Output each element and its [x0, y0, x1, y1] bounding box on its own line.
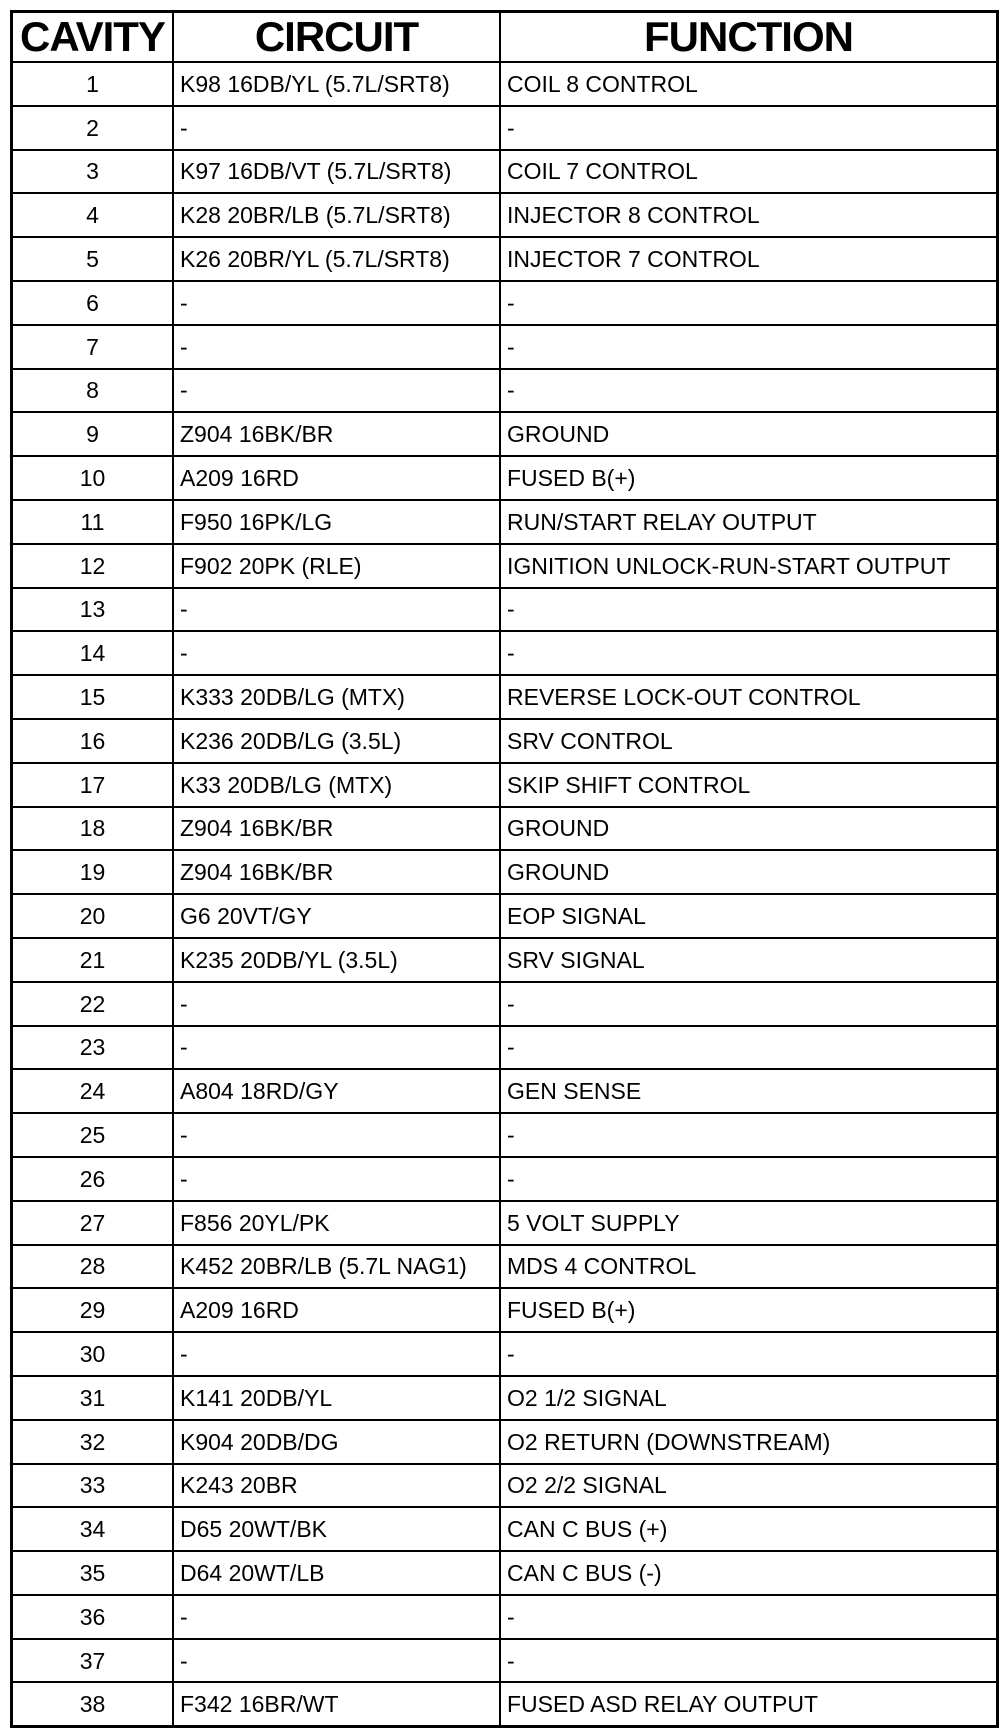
circuit-cell: G6 20VT/GY — [173, 894, 500, 938]
table-row — [13, 1288, 996, 1332]
circuit-cell: K26 20BR/YL (5.7L/SRT8) — [173, 237, 500, 281]
table-header — [13, 13, 996, 62]
table-row — [13, 675, 996, 719]
function-cell: INJECTOR 7 CONTROL — [500, 237, 996, 281]
table-row — [13, 938, 996, 982]
function-cell: - — [500, 1113, 996, 1157]
circuit-cell: D64 20WT/LB — [173, 1551, 500, 1595]
table-row — [13, 412, 996, 456]
cavity-cell: 36 — [13, 1595, 173, 1639]
cavity-cell: 2 — [13, 106, 173, 150]
circuit-cell: A209 16RD — [173, 1288, 500, 1332]
function-cell: GROUND — [500, 850, 996, 894]
cavity-cell: 3 — [13, 150, 173, 194]
table-row — [13, 1420, 996, 1464]
table-row — [13, 763, 996, 807]
table-row — [13, 281, 996, 325]
cavity-cell: 23 — [13, 1026, 173, 1070]
cavity-cell: 31 — [13, 1376, 173, 1420]
function-cell: INJECTOR 8 CONTROL — [500, 193, 996, 237]
cavity-cell: 25 — [13, 1113, 173, 1157]
cavity-cell: 1 — [13, 62, 173, 106]
table-row — [13, 1595, 996, 1639]
table-row — [13, 500, 996, 544]
function-cell: RUN/START RELAY OUTPUT — [500, 500, 996, 544]
cavity-cell: 16 — [13, 719, 173, 763]
function-cell: GROUND — [500, 807, 996, 851]
table-row — [13, 1376, 996, 1420]
function-cell: 5 VOLT SUPPLY — [500, 1201, 996, 1245]
table-row — [13, 1113, 996, 1157]
table-row — [13, 193, 996, 237]
function-cell: - — [500, 106, 996, 150]
table-row — [13, 807, 996, 851]
cavity-cell: 27 — [13, 1201, 173, 1245]
function-cell: - — [500, 631, 996, 675]
function-cell: O2 RETURN (DOWNSTREAM) — [500, 1420, 996, 1464]
circuit-cell: K904 20DB/DG — [173, 1420, 500, 1464]
function-cell: COIL 8 CONTROL — [500, 62, 996, 106]
circuit-cell: - — [173, 1157, 500, 1201]
function-cell: FUSED B(+) — [500, 1288, 996, 1332]
function-cell: GEN SENSE — [500, 1069, 996, 1113]
cavity-cell: 15 — [13, 675, 173, 719]
cavity-cell: 11 — [13, 500, 173, 544]
table-row — [13, 1026, 996, 1070]
cavity-cell: 7 — [13, 325, 173, 369]
table-row — [13, 894, 996, 938]
table-row — [13, 1201, 996, 1245]
cavity-cell: 14 — [13, 631, 173, 675]
circuit-cell: - — [173, 106, 500, 150]
cavity-cell: 26 — [13, 1157, 173, 1201]
table-row — [13, 1551, 996, 1595]
cavity-cell: 29 — [13, 1288, 173, 1332]
cavity-cell: 5 — [13, 237, 173, 281]
table-row — [13, 369, 996, 413]
cavity-cell: 28 — [13, 1245, 173, 1289]
function-cell: - — [500, 1595, 996, 1639]
cavity-cell: 17 — [13, 763, 173, 807]
table-row — [13, 1332, 996, 1376]
function-cell: EOP SIGNAL — [500, 894, 996, 938]
circuit-cell: D65 20WT/BK — [173, 1507, 500, 1551]
cavity-cell: 12 — [13, 544, 173, 588]
circuit-cell: K98 16DB/YL (5.7L/SRT8) — [173, 62, 500, 106]
function-cell: - — [500, 1332, 996, 1376]
table-row — [13, 1507, 996, 1551]
function-column-header: FUNCTION — [500, 13, 996, 62]
table-row — [13, 631, 996, 675]
cavity-cell: 38 — [13, 1682, 173, 1725]
function-cell: O2 2/2 SIGNAL — [500, 1464, 996, 1508]
function-cell: IGNITION UNLOCK-RUN-START OUTPUT — [500, 544, 996, 588]
circuit-cell: F342 16BR/WT — [173, 1682, 500, 1725]
connector-pinout-sheet — [10, 10, 999, 1728]
function-cell: - — [500, 1026, 996, 1070]
function-cell: - — [500, 588, 996, 632]
cavity-cell: 20 — [13, 894, 173, 938]
circuit-cell: K452 20BR/LB (5.7L NAG1) — [173, 1245, 500, 1289]
function-cell: - — [500, 369, 996, 413]
function-cell: CAN C BUS (+) — [500, 1507, 996, 1551]
table-body — [13, 62, 996, 1725]
function-cell: - — [500, 1157, 996, 1201]
table-row — [13, 1069, 996, 1113]
table-row — [13, 106, 996, 150]
header-row — [13, 13, 996, 62]
cavity-cell: 33 — [13, 1464, 173, 1508]
circuit-cell: K235 20DB/YL (3.5L) — [173, 938, 500, 982]
cavity-cell: 22 — [13, 982, 173, 1026]
cavity-cell: 21 — [13, 938, 173, 982]
table-row — [13, 456, 996, 500]
circuit-cell: K141 20DB/YL — [173, 1376, 500, 1420]
circuit-cell: - — [173, 631, 500, 675]
circuit-cell: - — [173, 588, 500, 632]
circuit-cell: - — [173, 1639, 500, 1683]
circuit-cell: - — [173, 325, 500, 369]
circuit-cell: - — [173, 281, 500, 325]
circuit-cell: - — [173, 1026, 500, 1070]
table-row — [13, 237, 996, 281]
circuit-cell: - — [173, 1595, 500, 1639]
function-cell: MDS 4 CONTROL — [500, 1245, 996, 1289]
circuit-cell: - — [173, 369, 500, 413]
cavity-cell: 8 — [13, 369, 173, 413]
function-cell: CAN C BUS (-) — [500, 1551, 996, 1595]
function-cell: COIL 7 CONTROL — [500, 150, 996, 194]
table-row — [13, 850, 996, 894]
function-cell: FUSED B(+) — [500, 456, 996, 500]
table-row — [13, 150, 996, 194]
circuit-cell: K97 16DB/VT (5.7L/SRT8) — [173, 150, 500, 194]
circuit-column-header: CIRCUIT — [173, 13, 500, 62]
function-cell: O2 1/2 SIGNAL — [500, 1376, 996, 1420]
table-row — [13, 719, 996, 763]
function-cell: SRV CONTROL — [500, 719, 996, 763]
cavity-cell: 30 — [13, 1332, 173, 1376]
table-row — [13, 1157, 996, 1201]
cavity-cell: 13 — [13, 588, 173, 632]
cavity-cell: 18 — [13, 807, 173, 851]
circuit-cell: A804 18RD/GY — [173, 1069, 500, 1113]
function-cell: - — [500, 982, 996, 1026]
cavity-cell: 35 — [13, 1551, 173, 1595]
table-row — [13, 1682, 996, 1725]
cavity-cell: 19 — [13, 850, 173, 894]
circuit-cell: K243 20BR — [173, 1464, 500, 1508]
circuit-cell: Z904 16BK/BR — [173, 850, 500, 894]
circuit-cell: F902 20PK (RLE) — [173, 544, 500, 588]
table-row — [13, 982, 996, 1026]
circuit-cell: Z904 16BK/BR — [173, 807, 500, 851]
table-row — [13, 325, 996, 369]
table-row — [13, 588, 996, 632]
circuit-cell: F856 20YL/PK — [173, 1201, 500, 1245]
circuit-cell: A209 16RD — [173, 456, 500, 500]
function-cell: FUSED ASD RELAY OUTPUT — [500, 1682, 996, 1725]
circuit-cell: K28 20BR/LB (5.7L/SRT8) — [173, 193, 500, 237]
table-row — [13, 1464, 996, 1508]
cavity-cell: 37 — [13, 1639, 173, 1683]
function-cell: - — [500, 1639, 996, 1683]
function-cell: - — [500, 281, 996, 325]
circuit-cell: - — [173, 982, 500, 1026]
function-cell: REVERSE LOCK-OUT CONTROL — [500, 675, 996, 719]
connector-pinout-table — [13, 13, 996, 1725]
circuit-cell: Z904 16BK/BR — [173, 412, 500, 456]
cavity-column-header: CAVITY — [13, 13, 173, 62]
function-cell: GROUND — [500, 412, 996, 456]
function-cell: SKIP SHIFT CONTROL — [500, 763, 996, 807]
cavity-cell: 4 — [13, 193, 173, 237]
function-cell: SRV SIGNAL — [500, 938, 996, 982]
circuit-cell: - — [173, 1332, 500, 1376]
circuit-cell: K236 20DB/LG (3.5L) — [173, 719, 500, 763]
cavity-cell: 9 — [13, 412, 173, 456]
table-row — [13, 544, 996, 588]
cavity-cell: 10 — [13, 456, 173, 500]
circuit-cell: K33 20DB/LG (MTX) — [173, 763, 500, 807]
cavity-cell: 24 — [13, 1069, 173, 1113]
circuit-cell: - — [173, 1113, 500, 1157]
table-row — [13, 1245, 996, 1289]
cavity-cell: 34 — [13, 1507, 173, 1551]
circuit-cell: F950 16PK/LG — [173, 500, 500, 544]
cavity-cell: 6 — [13, 281, 173, 325]
table-row — [13, 62, 996, 106]
circuit-cell: K333 20DB/LG (MTX) — [173, 675, 500, 719]
function-cell: - — [500, 325, 996, 369]
cavity-cell: 32 — [13, 1420, 173, 1464]
